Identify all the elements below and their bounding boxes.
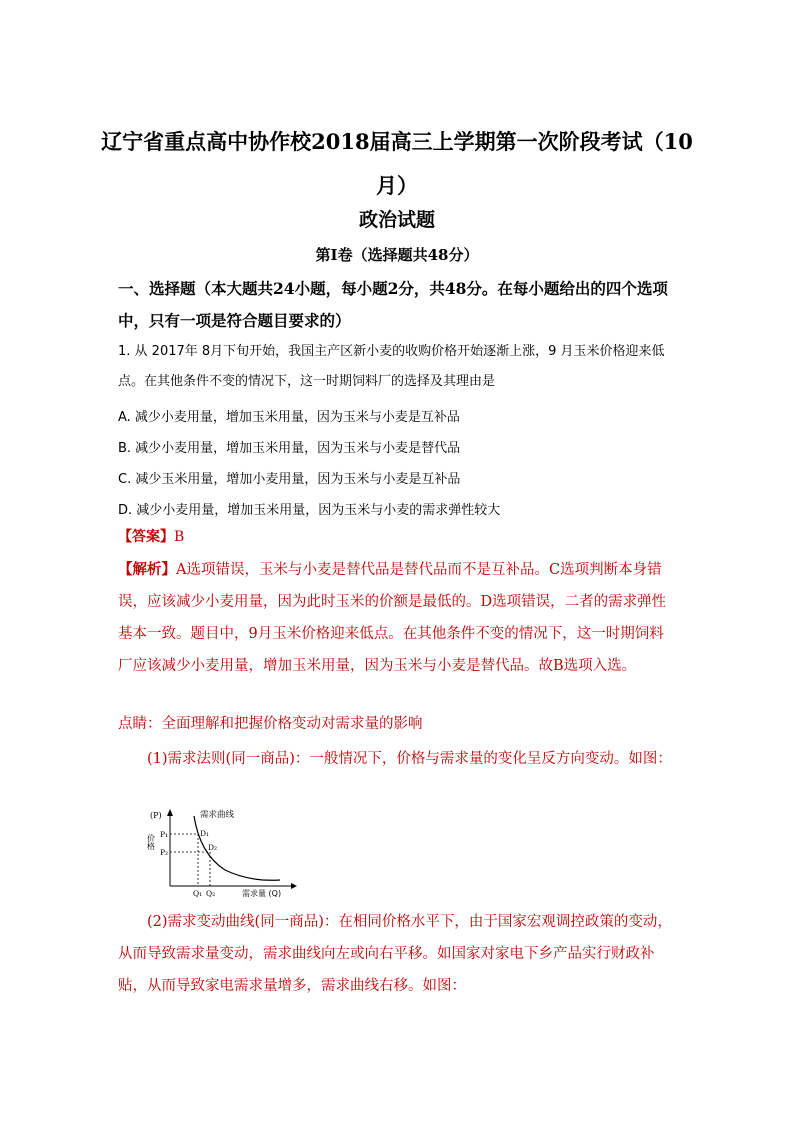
d2-label: D₂ <box>208 843 218 852</box>
p-axis-label: (P) <box>150 811 162 820</box>
y-axis-arrow <box>167 809 173 816</box>
x-axis-arrow <box>291 883 297 889</box>
demand-shift-paragraph: (2)需求变动曲线(同一商品)：在相同价格水平下，由于国家宏观调控政策的变动，从而导致需求量变动，需求曲线向左或向右平移。如国家对家电下乡产品实行财政补贴，从而导致家电需求量增多，需求曲线右移。如图： <box>118 914 672 994</box>
answer-value: B <box>174 529 185 545</box>
option-b: B. 减少小麦用量，增加玉米用量，因为玉米与小麦是替代品 <box>118 441 461 456</box>
title-line-1: 辽宁省重点高中协作校2018届高三上学期第一次阶段考试（10 <box>101 129 693 154</box>
d1-label: D₁ <box>200 829 210 838</box>
q2-label: Q₂ <box>206 889 216 898</box>
analysis-block <box>118 554 678 682</box>
answer-line <box>118 526 184 546</box>
part-heading: 第Ⅰ卷（选择题共48分） <box>315 246 479 264</box>
p1-label: P₁ <box>160 830 169 839</box>
demand-law-paragraph: (1)需求法则(同一商品)：一般情况下，价格与需求量的变化呈反方向变动。如图： <box>147 751 672 767</box>
analysis-text: A选项错误，玉米与小麦是替代品是替代品而不是互补品。C选项判断本身错误，应该减少小麦用量，因为此时玉米的价额是最低的。D选项错误，二者的需求弹性基本一致。题目中，9月玉米价格迎来低点。在其他条件不变的情况下，这一时期饲料厂应该减少小麦用量，增加玉米用量，因为玉米与小麦是替代品。故B选项入选。 <box>118 562 667 674</box>
curve-label: 需求曲线 <box>200 810 235 820</box>
subject-title: 政治试题 <box>358 209 435 231</box>
answer-label: 【答案】 <box>118 529 174 545</box>
x-axis-label: 需求量 (Q) <box>242 889 282 898</box>
option-c: C. 减少玉米用量，增加小麦用量，因为玉米与小麦是互补品 <box>118 472 461 487</box>
question-stem: 1. 从 2017年 8月下旬开始，我国主产区新小麦的收购价格开始逐渐上涨，9 月玉米价格迎来低点。在其他条件不变的情况下，这一时期饲料厂的选择及其理由是 <box>118 344 665 389</box>
demand-curve-graph <box>146 808 298 900</box>
p2-label: P₂ <box>160 848 169 857</box>
document-title <box>100 120 694 208</box>
price-label: 价格 <box>146 834 156 850</box>
analysis-label: 【解析】 <box>118 561 176 578</box>
option-a: A. 减少小麦用量，增加玉米用量，因为玉米与小麦是互补品 <box>118 410 460 425</box>
demand-curve <box>194 816 280 880</box>
q1-label: Q₁ <box>193 889 203 898</box>
section-heading: 一、选择题（本大题共24小题，每小题2分，共48分。在每小题给出的四个选项中，只有一项是符合题目要求的） <box>118 279 668 330</box>
title-line-2: 月） <box>376 173 418 198</box>
option-d: D. 减少小麦用量，增加玉米用量，因为玉米与小麦的需求弹性较大 <box>118 503 501 518</box>
tip-line: 点睛：全面理解和把握价格变动对需求量的影响 <box>118 716 423 732</box>
